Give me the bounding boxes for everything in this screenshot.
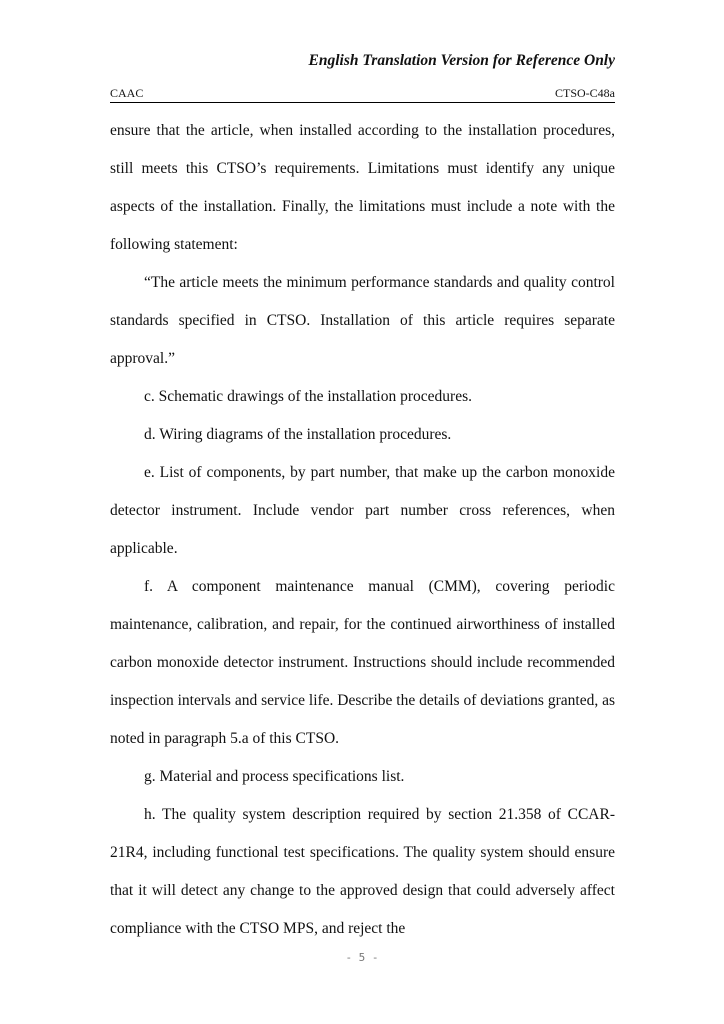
paragraph-item-g: g. Material and process specifications list. (144, 768, 405, 785)
paragraph-item-e: e. List of components, by part number, that make up the carbon monoxide detector instrument. Include vendor part number cross references, when applicable. (110, 464, 615, 557)
running-header (110, 86, 615, 103)
paragraph-item-h: h. The quality system description required by section 21.358 of CCAR-21R4, including functional test specifications. The quality system should ensure that it will detect any change to the approved design that could adversely affect compliance with the CTSO MPS, and reject the (110, 806, 615, 937)
paragraph-item-f: f. A component maintenance manual (CMM), covering periodic maintenance, calibration, and repair, for the continued airworthiness of installed carbon monoxide detector instrument. Instructions should include recommended inspection intervals and service life. Describe the details of deviations granted, as noted in paragraph 5.a of this CTSO. (110, 578, 615, 747)
document-body (110, 112, 615, 948)
header-organization: CAAC (110, 86, 144, 100)
page-number: - 5 - (345, 951, 379, 964)
paragraph-note-statement: “The article meets the minimum performance standards and quality control standards specified in CTSO. Installation of this article requires separate approval.” (110, 274, 615, 367)
paragraph-item-d: d. Wiring diagrams of the installation procedures. (144, 426, 452, 443)
translation-disclaimer: English Translation Version for Reference Only (308, 52, 615, 69)
paragraph-item-c: c. Schematic drawings of the installation procedures. (144, 388, 472, 405)
header-document-id: CTSO-C48a (555, 86, 615, 100)
paragraph-continuation: ensure that the article, when installed according to the installation procedures, still meets this CTSO’s requirements. Limitations must identify any unique aspects of the installation. Finally, the limitations must include a note with the following statement: (110, 122, 615, 253)
